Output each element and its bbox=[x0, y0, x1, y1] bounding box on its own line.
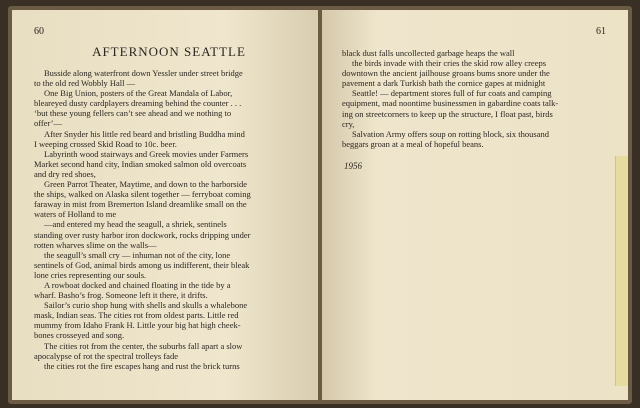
text-line: faraway in mist from Bremerton Island dreamlike small on the bbox=[34, 199, 247, 210]
text-line: the birds invade with their cries the skid row alley creeps bbox=[352, 58, 547, 69]
text-line: offer’— bbox=[34, 118, 63, 129]
text-line: bleareyed dusty cardplayers dreaming behind the counter . . . bbox=[34, 98, 242, 109]
text-line: Market second hand city, Indian smoked salmon old overcoats bbox=[34, 158, 247, 169]
text-line: Busside along waterfront down Yessler under street bridge bbox=[44, 68, 243, 78]
text-line: black dust falls uncollected garbage heaps the wall bbox=[342, 48, 515, 58]
text-line: ing on streetcorners to keep up the structure, I float past, birds bbox=[342, 108, 553, 119]
text-line: Seattle! — department stores full of fur coats and camping bbox=[352, 88, 552, 99]
text-line: apocalypse of rot the spectral trolleys fade bbox=[34, 350, 178, 361]
left-page-number: 60 bbox=[34, 26, 44, 37]
text-line: standing over rusty harbor iron dockwork, rocks dripping under bbox=[34, 229, 251, 240]
bookmark-tab bbox=[615, 156, 628, 386]
text-line: —and entered my head the seagull, a shriek, sentinels bbox=[44, 219, 227, 230]
text-line: mask, Indian seas. The cities rot from oldest parts. Little red bbox=[34, 310, 239, 321]
text-line: Salvation Army offers soup on rotting block, six thousand bbox=[352, 128, 549, 139]
text-line: A rowboat docked and chained floating in the tide by a bbox=[44, 279, 231, 290]
text-line: lone cries representing our souls. bbox=[34, 269, 147, 280]
text-line: The cities rot from the center, the suburbs fall apart a slow bbox=[44, 340, 243, 351]
text-line: waters of Holland to me bbox=[34, 209, 117, 220]
text-line: and dry red shoes, bbox=[34, 168, 96, 179]
text-line: ‘but these young fellers can’t see ahead and we nothing to bbox=[34, 108, 232, 119]
right-page bbox=[322, 10, 628, 400]
text-line: to the old red Wobbly Hall — bbox=[34, 78, 136, 89]
text-line: cry, bbox=[342, 118, 355, 129]
text-line: rotten wharves slime on the walls— bbox=[34, 239, 157, 250]
text-line: the cities rot the fire escapes hang and rust the brick turns bbox=[44, 360, 240, 371]
text-line: the ships, walked on Alaska silent together — ferryboat coming bbox=[34, 189, 251, 200]
text-line: the seagull’s small cry — inhuman not of the city, lone bbox=[44, 249, 231, 260]
right-page-number: 61 bbox=[596, 26, 606, 37]
text-line: wharf. Basho’s frog. Someone left it there, it drifts. bbox=[34, 290, 208, 301]
text-line: bones crosseyed and song. bbox=[34, 330, 125, 341]
text-line: downtown the ancient jailhouse groans bums snore under the bbox=[342, 68, 550, 79]
left-page-text bbox=[34, 68, 304, 371]
text-line: I weeping crossed Skid Road to 10c. beer. bbox=[34, 138, 177, 149]
text-line: pavement a dark Turkish bath the cornice gapes at midnight bbox=[342, 78, 546, 89]
text-line: sentinels of God, animal birds among us indifferent, their bleak bbox=[34, 259, 250, 270]
text-line: Green Parrot Theater, Maytime, and down to the harborside bbox=[44, 179, 247, 190]
open-book bbox=[8, 6, 632, 404]
right-page-text bbox=[342, 48, 606, 149]
text-line: Labyrinth wood stairways and Greek movies under Farmers bbox=[44, 148, 249, 159]
text-line: beggars groan at a meal of hopeful beans. bbox=[342, 138, 484, 149]
poem-year: 1956 bbox=[344, 160, 362, 171]
left-page bbox=[12, 10, 318, 400]
text-line: After Snyder his little red beard and bristling Buddha mind bbox=[44, 128, 245, 139]
text-line: Sailor’s curio shop hung with shells and skulls a whalebone bbox=[44, 300, 248, 311]
text-line: mummy from Idaho Frank H. Little your big hat high cheek- bbox=[34, 320, 241, 331]
text-line: equipment, mad noontime businessmen in gabardine coats talk- bbox=[342, 98, 559, 109]
text-line: One Big Union, posters of the Great Mandala of Labor, bbox=[44, 88, 233, 99]
poem-title: AFTERNOON SEATTLE bbox=[92, 44, 246, 59]
